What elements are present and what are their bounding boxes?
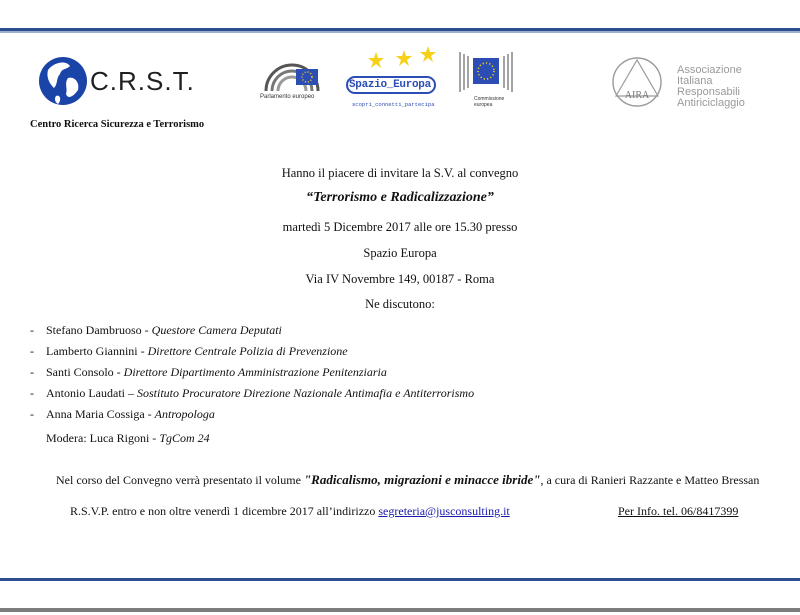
event-venue: Spazio Europa xyxy=(363,246,437,260)
info-phone: Per Info. tel. 06/8417399 xyxy=(618,504,739,518)
list-dash: - xyxy=(30,323,34,337)
speaker-role: Antropologa xyxy=(154,407,215,421)
volume-prefix: Nel corso del Convegno verrà presentato il volume xyxy=(56,473,304,487)
speaker-role: Direttore Dipartimento Amministrazione Penitenziaria xyxy=(123,365,387,379)
list-dash: - xyxy=(30,365,34,379)
stars-icon xyxy=(346,46,438,80)
list-dash: - xyxy=(30,344,34,358)
rsvp-email-link[interactable]: segreteria@jusconsulting.it xyxy=(378,504,510,518)
speaker-name: Santi Consolo - xyxy=(46,365,124,379)
globe-icon xyxy=(38,52,88,110)
list-dash: - xyxy=(30,407,34,421)
event-date: martedì 5 Dicembre 2017 alle ore 15.30 presso xyxy=(282,220,518,234)
volume-presentation xyxy=(56,472,759,488)
volume-suffix: , a cura di Ranieri Razzante e Matteo Bressan xyxy=(540,473,760,487)
list-dash: - xyxy=(30,386,34,400)
spazio-name: Spazio_Europa xyxy=(349,79,431,91)
aira-line: Associazione xyxy=(677,64,742,76)
speaker-name: Lamberto Giannini - xyxy=(46,344,148,358)
aira-line: Responsabili xyxy=(677,86,740,98)
speaker-item xyxy=(30,323,474,344)
moderator-role: TgCom 24 xyxy=(159,431,210,445)
speaker-role: Questore Camera Deputati xyxy=(151,323,282,337)
rsvp-text: R.S.V.P. entro e non oltre venerdì 1 dicembre 2017 all’indirizzo xyxy=(70,504,379,518)
moderator xyxy=(46,431,210,446)
speaker-name: Anna Maria Cossiga - xyxy=(46,407,155,421)
aira-line: Antiriciclaggio xyxy=(677,97,745,109)
volume-title: "Radicalismo, migrazioni e minacce ibride" xyxy=(303,472,541,487)
aira-mark: AIRA xyxy=(624,90,650,101)
aira-logo xyxy=(606,56,668,106)
rsvp xyxy=(70,504,510,519)
aira-text xyxy=(677,65,745,109)
crst-subtitle: Centro Ricerca Sicurezza e Terrorismo xyxy=(30,119,205,130)
speaker-item xyxy=(30,365,474,386)
speaker-name: Antonio Laudati – xyxy=(46,386,137,400)
speaker-role: Direttore Centrale Polizia di Prevenzione xyxy=(147,344,348,358)
bottom-frame xyxy=(0,608,800,612)
event-title: “Terrorismo e Radicalizzazione” xyxy=(306,190,494,205)
parlamento-caption: Parlamento europeo xyxy=(260,94,315,100)
moderator-label: Modera: Luca Rigoni - xyxy=(46,431,160,445)
speaker-item xyxy=(30,407,474,428)
berlaymont-icon xyxy=(456,48,516,96)
commissione-caption: Commissione europea xyxy=(474,96,505,108)
event-address: Via IV Novembre 149, 00187 - Roma xyxy=(305,272,495,286)
aira-line: Italiana xyxy=(677,75,713,87)
hemicycle-icon xyxy=(262,55,324,95)
aira-triangle-icon xyxy=(606,56,668,108)
speaker-role: Sostituto Procuratore Direzione Nazionale Antimafia e Antiterrorismo xyxy=(136,386,475,400)
speaker-name: Stefano Dambruoso - xyxy=(46,323,152,337)
speaker-item xyxy=(30,344,474,365)
speaker-item xyxy=(30,386,474,407)
crst-logo xyxy=(38,52,208,112)
header-rule xyxy=(0,0,800,31)
speaker-list xyxy=(30,323,474,428)
discussion-heading: Ne discutono: xyxy=(365,297,435,311)
crst-name: C.R.S.T. xyxy=(90,66,195,96)
invitation-intro: Hanno il piacere di invitare la S.V. al convegno xyxy=(281,166,519,180)
spazio-tagline: scopri_connetti_partecipa xyxy=(352,101,435,108)
